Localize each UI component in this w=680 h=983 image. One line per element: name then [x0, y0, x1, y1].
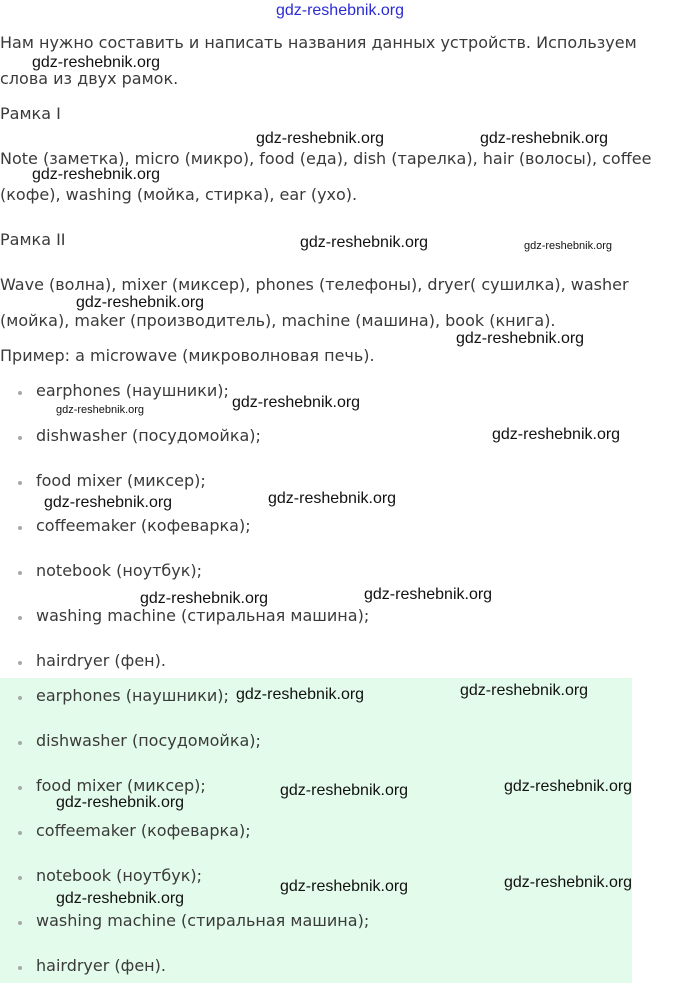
list-bullet	[18, 436, 22, 440]
watermark: gdz-reshebnik.org	[524, 240, 613, 252]
answer-bullet	[18, 921, 22, 925]
header-watermark: gdz-reshebnik.org	[275, 2, 405, 19]
answer-item: food mixer (миксер);	[36, 776, 206, 795]
answer-item: dishwasher (посудомойка);	[36, 731, 261, 750]
answer-bullet	[18, 831, 22, 835]
watermark: gdz-reshebnik.org	[364, 586, 493, 603]
watermark: gdz-reshebnik.org	[268, 490, 397, 507]
watermark: gdz-reshebnik.org	[504, 874, 633, 891]
answer-item: coffeemaker (кофеварка);	[36, 821, 251, 840]
watermark: gdz-reshebnik.org	[76, 294, 205, 311]
watermark: gdz-reshebnik.org	[56, 890, 185, 907]
watermark: gdz-reshebnik.org	[56, 794, 185, 811]
watermark: gdz-reshebnik.org	[280, 878, 409, 895]
list-bullet	[18, 481, 22, 485]
watermark: gdz-reshebnik.org	[492, 426, 621, 443]
list-item: notebook (ноутбук);	[36, 561, 203, 580]
list-item: coffeemaker (кофеварка);	[36, 516, 251, 535]
watermark: gdz-reshebnik.org	[232, 394, 361, 411]
frame-1-line-1: Note (заметка), micro (микро), food (еда), dish (тарелка), hair (волосы), coffee	[0, 149, 652, 168]
watermark: gdz-reshebnik.org	[280, 782, 409, 799]
list-item: food mixer (миксер);	[36, 471, 206, 490]
list-bullet	[18, 391, 22, 395]
list-item: washing machine (стиральная машина);	[36, 606, 370, 625]
answer-bullet	[18, 966, 22, 970]
answer-bullet	[18, 876, 22, 880]
watermark: gdz-reshebnik.org	[32, 54, 161, 71]
watermark: gdz-reshebnik.org	[56, 404, 145, 416]
watermark: gdz-reshebnik.org	[236, 686, 365, 703]
watermark: gdz-reshebnik.org	[460, 682, 589, 699]
list-bullet	[18, 661, 22, 665]
watermark: gdz-reshebnik.org	[456, 330, 585, 347]
watermark: gdz-reshebnik.org	[480, 130, 609, 147]
watermark: gdz-reshebnik.org	[256, 130, 385, 147]
answer-bullet	[18, 741, 22, 745]
intro-line-2: слова из двух рамок.	[0, 69, 179, 88]
frame-2-title: Рамка II	[0, 230, 66, 249]
answer-bullet	[18, 786, 22, 790]
list-bullet	[18, 526, 22, 530]
frame-2-line-1: Wave (волна), mixer (миксер), phones (телефоны), dryer( сушилка), washer	[0, 275, 629, 294]
list-item: earphones (наушники);	[36, 381, 229, 400]
list-bullet	[18, 571, 22, 575]
answer-item: notebook (ноутбук);	[36, 866, 203, 885]
list-item: hairdryer (фен).	[36, 651, 166, 670]
example-text: Пример: a microwave (микроволновая печь).	[0, 346, 375, 365]
list-bullet	[18, 616, 22, 620]
answer-item: earphones (наушники);	[36, 686, 229, 705]
answer-item: washing machine (стиральная машина);	[36, 911, 370, 930]
list-item: dishwasher (посудомойка);	[36, 426, 261, 445]
answer-bullet	[18, 696, 22, 700]
watermark: gdz-reshebnik.org	[32, 166, 161, 183]
intro-line-1: Нам нужно составить и написать названия данных устройств. Используем	[0, 33, 637, 52]
frame-1-line-2: (кофе), washing (мойка, стирка), ear (ухо).	[0, 185, 358, 204]
watermark: gdz-reshebnik.org	[44, 494, 173, 511]
watermark: gdz-reshebnik.org	[300, 234, 429, 251]
frame-2-line-2: (мойка), maker (производитель), machine (машина), book (книга).	[0, 311, 556, 330]
frame-1-title: Рамка I	[0, 104, 61, 123]
answer-item: hairdryer (фен).	[36, 956, 166, 975]
watermark: gdz-reshebnik.org	[140, 590, 269, 607]
watermark: gdz-reshebnik.org	[504, 778, 633, 795]
